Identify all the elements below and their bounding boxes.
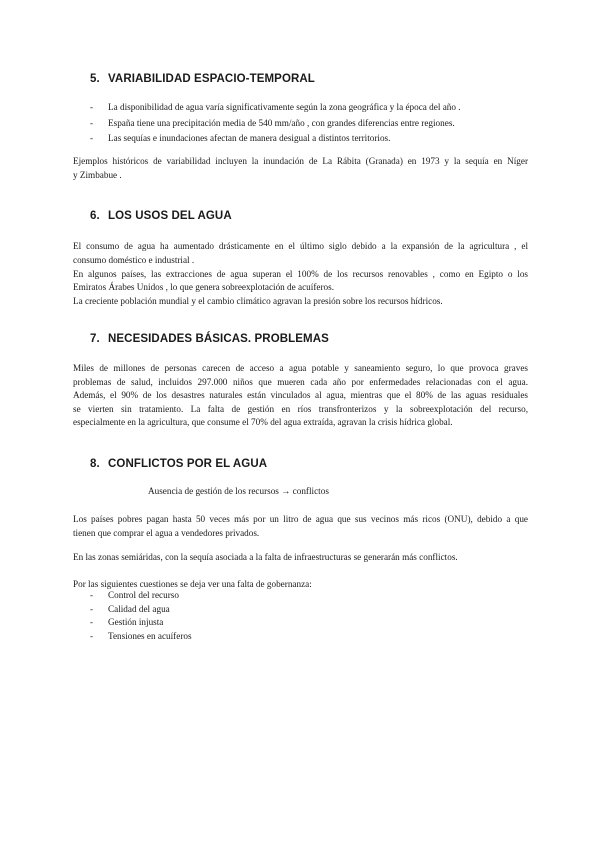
section-5-heading bbox=[90, 73, 315, 85]
section-6-heading bbox=[90, 210, 232, 222]
section-6-paragraph bbox=[73, 240, 528, 309]
paragraph-line: Los países pobres pagan hasta 50 veces más por un litro de agua que sus vecinos más ricos (ONU), debido a que bbox=[73, 514, 528, 524]
paragraph-line: Además, el 90% de los desastres naturales están vinculados al agua, mientras que el 80% de las aguas residuales bbox=[73, 390, 528, 400]
bullet-text: Gestión injusta bbox=[108, 617, 164, 627]
paragraph-line: Emiratos Árabes Unidos , lo que genera sobreexplotación de acuíferos. bbox=[73, 282, 334, 293]
section-5-title: VARIABILIDAD ESPACIO-TEMPORAL bbox=[108, 73, 315, 85]
list-item bbox=[90, 603, 192, 617]
bullet-dash: - bbox=[90, 630, 94, 641]
bullet-text: España tiene una precipitación media de 540 mm/año , con grandes diferencias entre regiones. bbox=[108, 117, 455, 128]
paragraph-line: En algunos países, las extracciones de agua superan el 100% de los recursos renovables , como en Egipto o los bbox=[73, 268, 528, 279]
section-5-bullet-list bbox=[90, 100, 461, 147]
paragraph-line: especialmente en la agricultura, que consume el 70% del agua extraída, agravan la crisis hídrica global. bbox=[73, 417, 453, 427]
section-5-number: 5. bbox=[90, 73, 100, 85]
paragraph-line: Miles de millones de personas carecen de acceso a agua potable y saneamiento seguro, lo que provoca graves bbox=[73, 363, 528, 373]
bullet-text: Control del recurso bbox=[108, 590, 179, 600]
paragraph-line: tienen que comprar el agua a vendedores privados. bbox=[73, 528, 260, 538]
section-8-bullet-list bbox=[90, 589, 192, 643]
bullet-dash: - bbox=[90, 617, 94, 627]
paragraph-line: Ejemplos históricos de variabilidad incluyen la inundación de La Rábita (Granada) en 1973 y la sequía en Níger bbox=[73, 156, 528, 166]
bullet-text: La disponibilidad de agua varía significativamente según la zona geográfica y la época del año . bbox=[108, 102, 461, 112]
bullet-text: Tensiones en acuíferos bbox=[108, 630, 192, 641]
section-7-heading bbox=[90, 333, 329, 345]
paragraph-line: consumo doméstico e industrial . bbox=[73, 254, 195, 265]
section-8-paragraph-1 bbox=[73, 512, 528, 540]
paragraph-line: se vierten sin tratamiento. La falta de gestión en ríos transfronterizos y la sobreexplotación del recurso, bbox=[73, 403, 528, 414]
section-6-number: 6. bbox=[90, 210, 100, 222]
section-8-heading bbox=[90, 458, 267, 470]
paragraph-line: y Zimbabue . bbox=[73, 169, 122, 180]
bullet-dash: - bbox=[90, 603, 94, 614]
bullet-dash: - bbox=[90, 102, 94, 112]
list-item bbox=[90, 630, 192, 644]
list-item bbox=[90, 131, 461, 147]
bullet-text: Calidad del agua bbox=[108, 603, 170, 614]
section-8-centered-line: Ausencia de gestión de los recursos → conflictos bbox=[148, 486, 329, 496]
paragraph-line: El consumo de agua ha aumentado drásticamente en el último siglo debido a la expansión de la agricultura , el bbox=[73, 241, 528, 251]
bullet-dash: - bbox=[90, 117, 94, 128]
section-8-number: 8. bbox=[90, 458, 100, 470]
section-6-title: LOS USOS DEL AGUA bbox=[108, 210, 232, 222]
list-item bbox=[90, 616, 192, 630]
paragraph-line: En las zonas semiáridas, con la sequía asociada a la falta de infraestructuras se generarán más conflictos. bbox=[73, 552, 458, 562]
paragraph-line: problemas de salud, incluidos 297.000 niños que mueren cada año por enfermedades relacionadas con el agua. bbox=[73, 376, 528, 387]
bullet-dash: - bbox=[90, 590, 94, 600]
bullet-text: Las sequías e inundaciones afectan de manera desigual a distintos territorios. bbox=[108, 133, 391, 143]
section-7-title: NECESIDADES BÁSICAS. PROBLEMAS bbox=[108, 333, 329, 345]
paragraph-line: Por las siguientes cuestiones se deja ver una falta de gobernanza: bbox=[73, 579, 312, 589]
section-8-title: CONFLICTOS POR EL AGUA bbox=[108, 458, 268, 470]
section-7-number: 7. bbox=[90, 333, 100, 345]
list-item bbox=[90, 100, 461, 116]
paragraph-line: La creciente población mundial y el cambio climático agravan la presión sobre los recursos hídricos. bbox=[73, 296, 443, 307]
section-5-paragraph bbox=[73, 155, 528, 183]
section-8-paragraph-2 bbox=[73, 551, 528, 564]
section-7-paragraph bbox=[73, 362, 528, 430]
list-item bbox=[90, 116, 461, 132]
list-item bbox=[90, 589, 192, 603]
bullet-dash: - bbox=[90, 133, 94, 143]
